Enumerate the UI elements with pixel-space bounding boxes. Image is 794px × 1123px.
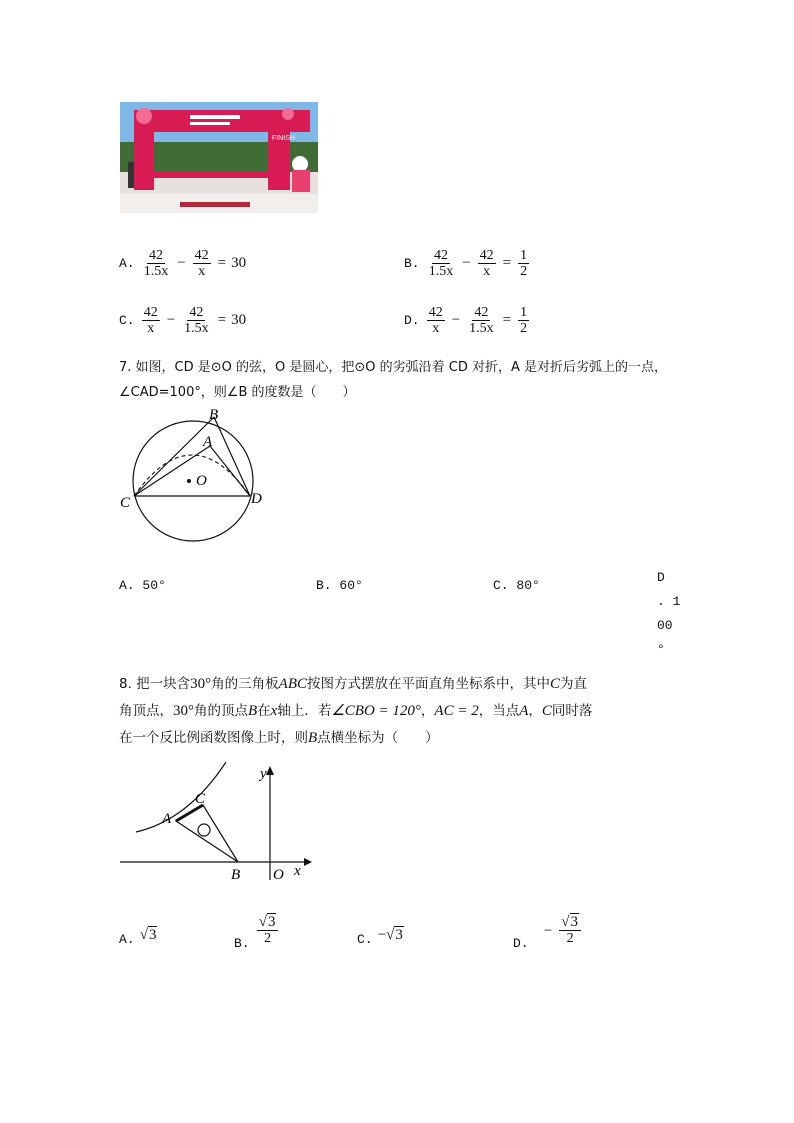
label-d: D — [251, 491, 262, 507]
q7-option-d[interactable] — [657, 566, 680, 662]
sqrt-symbol: √ — [386, 927, 395, 943]
q7-option-c[interactable]: C. 80° — [493, 578, 540, 593]
finish-arch-photo — [120, 102, 318, 213]
sqrt-symbol: √ — [139, 927, 148, 943]
denominator: x — [147, 321, 155, 336]
sqrt-expr — [378, 926, 404, 943]
math-var: C — [541, 703, 552, 719]
numerator — [257, 915, 279, 931]
finish-arch-image — [120, 102, 318, 213]
option-letter: D. — [404, 313, 420, 328]
math-var: B — [308, 730, 318, 746]
triangle-hole — [198, 824, 210, 836]
equals-sign: = — [502, 255, 512, 271]
denominator: x — [432, 321, 440, 336]
q6-option-d[interactable] — [404, 301, 531, 336]
angle-value: 30° — [173, 703, 194, 719]
option-letter: C. — [119, 313, 135, 328]
text: 在 — [257, 703, 271, 719]
q8-line-1 — [119, 671, 699, 698]
option-letter: D. — [513, 936, 529, 951]
fraction — [193, 248, 211, 279]
option-d-part: . 1 — [657, 594, 681, 609]
math-var: A — [519, 703, 529, 719]
label-c: C — [120, 495, 131, 511]
q8-figure — [118, 762, 313, 887]
numerator: 1 — [520, 305, 528, 320]
formula — [425, 305, 531, 336]
fraction — [427, 248, 456, 279]
fraction — [182, 305, 211, 336]
angle-value: 30° — [190, 676, 212, 692]
option-letter: B. — [404, 256, 420, 271]
denominator: 2 — [520, 321, 528, 336]
numerator: 42 — [479, 248, 494, 263]
fraction — [142, 305, 160, 336]
text: 在一个反比例函数图像上时，则 — [119, 730, 308, 746]
label-a: A — [203, 434, 213, 450]
minus-sign: − — [451, 312, 461, 328]
q7-figure — [118, 404, 273, 544]
label-o: O — [196, 473, 207, 489]
coordinate-diagram — [118, 762, 313, 887]
denominator: 2 — [566, 931, 574, 946]
q7-line-1: 7. 如图，CD 是⊙O 的弦，O 是圆心，把⊙O 的劣弧沿着 CD 对折，A 是对折后劣弧上的一点， — [119, 360, 668, 375]
text: 8. 把一块含 — [119, 676, 191, 692]
fraction — [559, 915, 581, 946]
formula — [140, 305, 246, 336]
center-point — [187, 479, 191, 483]
math-expr: AC = 2 — [434, 703, 479, 719]
minus-sign: − — [462, 255, 471, 271]
math-var: C — [550, 676, 561, 692]
denominator: x — [483, 264, 491, 279]
label-b: B — [231, 867, 241, 883]
fraction — [142, 248, 171, 279]
option-letter: A. — [119, 932, 135, 947]
minus-sign: − — [177, 255, 186, 271]
fraction — [518, 248, 529, 279]
q8-option-c[interactable] — [357, 924, 404, 947]
numerator: 1 — [520, 248, 528, 263]
option-letter: B. — [234, 936, 250, 951]
radicand: 3 — [267, 914, 276, 930]
text: ， — [420, 703, 435, 719]
formula — [425, 248, 531, 279]
text: 角的三角板 — [211, 676, 279, 692]
math-var: ABC — [278, 676, 308, 692]
denominator: 1.5x — [143, 264, 169, 279]
option-d-part: ° — [657, 642, 665, 657]
denominator: 1.5x — [184, 321, 209, 336]
denominator: 2 — [520, 264, 528, 279]
rhs-value: 30 — [231, 255, 247, 271]
equals-sign: = — [502, 312, 512, 328]
folded-arc — [134, 455, 250, 496]
q7-stem — [119, 355, 689, 405]
segment-bd — [214, 417, 250, 496]
text: 轴上．若 — [277, 703, 332, 719]
math-var: B — [248, 703, 258, 719]
option-letter: A. — [119, 256, 135, 271]
radicand: 3 — [395, 927, 403, 943]
numerator: 42 — [428, 305, 443, 320]
numerator: 42 — [474, 305, 489, 320]
text: 点横坐标为（ ） — [317, 730, 439, 746]
q7-line-2: ∠CAD=100°，则∠B 的度数是（ ） — [119, 385, 356, 400]
numerator: 42 — [148, 248, 163, 263]
label-x: x — [294, 863, 301, 879]
circle-diagram — [118, 404, 273, 544]
label-c: C — [195, 791, 206, 807]
text: 为直 — [560, 676, 588, 692]
text: 角的顶点 — [194, 703, 248, 719]
label-o: O — [273, 867, 284, 883]
q8-stem — [119, 671, 699, 752]
text: ， — [528, 703, 542, 719]
q7-option-a[interactable]: A. 50° — [119, 578, 166, 593]
numerator: 42 — [189, 305, 204, 320]
fraction — [518, 305, 529, 336]
sqrt-expr — [140, 926, 158, 943]
numerator: 42 — [143, 305, 158, 320]
fraction — [257, 915, 279, 946]
option-d-part: 00 — [657, 618, 673, 633]
fraction — [478, 248, 496, 279]
minus-sign: − — [377, 927, 387, 943]
q8-line-3 — [119, 725, 699, 752]
equals-sign: = — [217, 255, 227, 271]
q8-option-d[interactable] — [513, 914, 583, 951]
label-y: y — [260, 766, 267, 782]
q8-option-b[interactable] — [234, 914, 280, 951]
rhs-value: 30 — [231, 312, 247, 328]
circle-o — [133, 421, 253, 541]
equals-sign: = — [217, 312, 227, 328]
q6-option-c[interactable] — [119, 301, 246, 336]
denominator: x — [198, 264, 206, 279]
option-d-part: D — [657, 570, 665, 585]
arch-text: FINISH — [272, 135, 295, 142]
q8-line-2 — [119, 698, 699, 725]
denominator: 2 — [264, 931, 272, 946]
numerator — [559, 915, 581, 931]
text: 按图方式摆放在平面直角坐标系中，其中 — [307, 676, 551, 692]
sqrt-symbol: √ — [258, 914, 267, 930]
math-var: x — [270, 703, 278, 719]
q6-option-b[interactable] — [404, 244, 531, 279]
text: 角顶点， — [119, 703, 173, 719]
text: ，当点 — [478, 703, 520, 719]
label-b: B — [209, 407, 219, 423]
y-axis-arrow — [266, 766, 274, 775]
option-letter: C. — [357, 932, 373, 947]
numerator: 42 — [194, 248, 209, 263]
radicand: 3 — [148, 927, 157, 943]
fraction — [427, 305, 445, 336]
denominator: 1.5x — [469, 321, 494, 336]
label-a: A — [162, 811, 172, 827]
denominator: 1.5x — [428, 264, 454, 279]
formula — [140, 248, 246, 279]
q8-option-a[interactable] — [119, 924, 157, 947]
text: 同时落 — [551, 703, 593, 719]
sqrt-symbol: √ — [561, 914, 570, 930]
x-axis-arrow — [304, 858, 312, 866]
q6-option-a[interactable] — [119, 244, 246, 279]
fraction — [467, 305, 496, 336]
minus-sign: − — [543, 923, 553, 939]
math-expr: ∠CBO = 120° — [331, 703, 421, 719]
numerator: 42 — [433, 248, 448, 263]
minus-sign: − — [166, 312, 176, 328]
radicand: 3 — [570, 914, 578, 930]
q7-option-b[interactable]: B. 60° — [316, 578, 363, 593]
triangle-abc — [176, 805, 238, 862]
